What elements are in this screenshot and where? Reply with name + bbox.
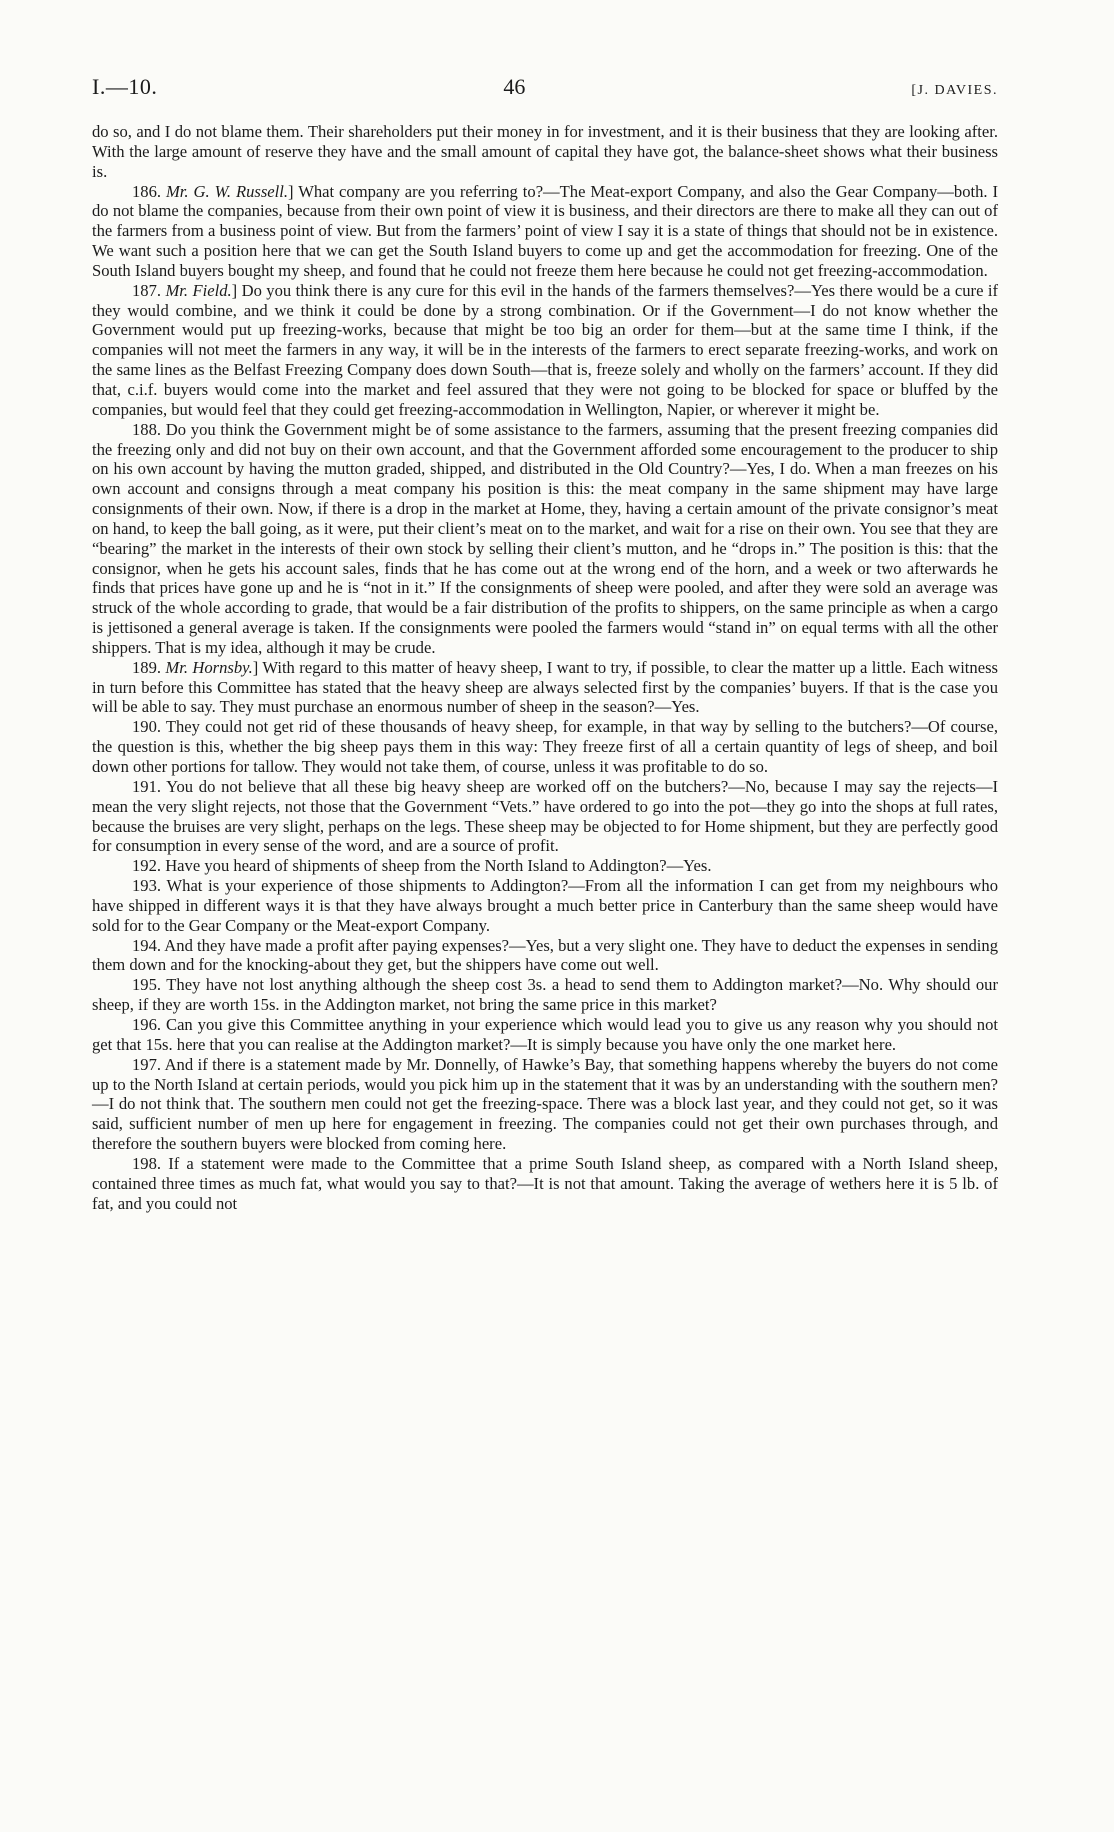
page-header <box>92 74 998 114</box>
paragraph-p187 <box>92 281 998 420</box>
paragraph-p186 <box>92 182 998 281</box>
paragraph-text: ] What company are you referring to?—The Meat-export Company, and also the Gear Company—both. I do not blame the companies, because from their own point of view it is business, and their directors are there to make all they can out of the farmers from a business point of view. But from the farmers’ point of view I say it is a state of things that should not be in existence. We want such a position here that we can get the South Island buyers to come up and get the accommodation for freezing. One of the South Island buyers bought my sheep, and found that he could not freeze them here because he could not get freezing-accommodation. <box>92 181 999 280</box>
question-number: 196. <box>132 1014 166 1034</box>
question-number: 192. <box>132 856 166 876</box>
paragraph-text: And if there is a statement made by Mr. Donnelly, of Hawke’s Bay, that something happens whereby the buyers do not come up to the North Island at certain periods, would you pick him up in the statement that it was by an understanding with the southern men?—I do not think that. The southern men could not get the freezing-space. There was a block last year, and they could not get, so it was said, sufficient number of men up here for engagement in freezing. The companies could not get their own purchases through, and therefore the southern buyers were blocked from coming here. <box>92 1054 999 1154</box>
paragraph-text: If a statement were made to the Committee that a prime South Island sheep, as compared with a North Island sheep, contained three times as much fat, what would you say to that?—It is not that amount. Taking the average of wethers here it is 5 lb. of fat, and you could not <box>92 1153 998 1213</box>
paragraph-text: You do not believe that all these big heavy sheep are worked off on the butchers?—No, because I may say the rejects—I mean the very slight rejects, not those that the Government “Vets.” have ordered to go into the pot—they go into the shops at full rates, because the bruises are very slight, perhaps on the legs. These sheep may be objected to for Home shipment, but they are perfectly good for consumption in every sense of the word, and are a source of profit. <box>92 776 998 856</box>
question-number: 198. <box>132 1153 169 1173</box>
question-number: 197. <box>132 1054 165 1074</box>
paragraph-text: ] With regard to this matter of heavy sheep, I want to try, if possible, to clear the matter up a little. Each witness in turn before this Committee has stated that the heavy sheep are always selected first by the companies’ buyers. If that is the case you will be able to say. They must purchase an enormous number of sheep in the season?—Yes. <box>92 657 998 717</box>
question-number: 187. <box>132 280 166 300</box>
question-number: 189. <box>132 657 166 677</box>
paragraph-text: Do you think the Government might be of some assistance to the farmers, assuming that the present freezing companies did the freezing only and did not buy on their own account, and that the Government afforded some encouragement to the producer to ship on his own account by having the mutton graded, shipped, and distributed in the Old Country?—Yes, I do. When a man freezes on his own account and consigns through a meat company his position is this: the meat company in the same shipment may have large consignments of their own. Now, if there is a drop in the market at Home, they, having a certain amount of the private consignor’s meat on hand, to keep the ball going, as it were, put their client’s meat on to the market, and wait for a rise on their own. You see that they are “bearing” the market in the interests of their own stock by selling their client’s mutton, and he “drops in.” The position is this: that the consignor, when he gets his account sales, finds that he has come out at the wrong end of the horn, and a week or two afterwards he finds that prices have gone up and he is “not in it.” If the consignments of sheep were pooled, and after they were sold an average was struck of the whole according to grade, that would be a fair distribution of the profits to shippers, on the same principle as when a cargo is jettisoned a general average is taken. If the consignments were pooled the farmers would “stand in” on equal terms with all the other shippers. That is my idea, although it may be crude. <box>92 419 999 657</box>
question-number: 190. <box>132 717 166 737</box>
paragraph-text: Have you heard of shipments of sheep from the North Island to Addington?—Yes. <box>165 856 712 876</box>
paragraph-text: do so, and I do not blame them. Their shareholders put their money in for investment, and it is their business that they are looking after. With the large amount of reserve they have and the small amount of capital they have got, the balance-sheet shows what their business is. <box>92 122 998 181</box>
paragraph-text: And they have made a profit after paying expenses?—Yes, but a very slight one. They have to deduct the expenses in sending them down and for the knocking-about they get, but the shippers have come out well. <box>92 935 998 975</box>
question-number: 193. <box>132 876 167 896</box>
question-number: 188. <box>132 419 166 439</box>
question-number: 194. <box>132 935 165 955</box>
page-number: 46 <box>503 74 526 99</box>
speaker-name: Mr. G. W. Russell. <box>165 181 289 201</box>
speaker-name: Mr. Field. <box>165 280 232 300</box>
speaker-name: Mr. Hornsby. <box>165 657 253 677</box>
paragraph-p193 <box>92 876 998 936</box>
paragraph-p195 <box>92 975 998 1015</box>
paragraph-p192 <box>92 856 998 876</box>
paper-reference: I.—10. <box>92 74 158 99</box>
paragraph-p191 <box>92 777 998 856</box>
paragraph-text: ] Do you think there is any cure for this evil in the hands of the farmers themselves?—Yes there would be a cure if they would combine, and we think it could be done by a strong combination. Or if the Government—I do not know whether the Government would put up freezing-works, because that might be too big an order for them—but at the same time I think, if the companies will not meet the farmers in any way, it will be in the interests of the farmers to erect separate freezing-works, and work on the same lines as the Belfast Freezing Company does down South—that is, freeze solely and wholly on the farmers’ account. If they did that, c.i.f. buyers would come into the market and feel assured that they were not going to be blocked for space or bluffed by the companies, but would feel that they could get freezing-accommodation in Wellington, Napier, or wherever it might be. <box>92 280 999 419</box>
paragraph-p0 <box>92 122 998 182</box>
paragraph-p197 <box>92 1055 998 1154</box>
paragraph-text: They have not lost anything although the sheep cost 3s. a head to send them to Addington market?—No. Why should our sheep, if they are worth 15s. in the Addington market, not bring the same price in this market? <box>92 975 998 1015</box>
paragraph-p190 <box>92 717 998 777</box>
paragraph-p188 <box>92 420 998 658</box>
paragraph-p196 <box>92 1015 998 1055</box>
paragraph-text: What is your experience of those shipments to Addington?—From all the information I can get from my neighbours who have shipped in different ways it is that they have always brought a much better price in Canterbury than the same sheep would have sold for to the Gear Company or the Meat-export Company. <box>92 876 998 935</box>
body-text <box>92 122 998 1213</box>
paragraph-text: Can you give this Committee anything in your experience which would lead you to give us any reason why you should not get that 15s. here that you can realise at the Addington market?—It is simply because you have only the one market here. <box>92 1014 999 1054</box>
paragraph-text: They could not get rid of these thousands of heavy sheep, for example, in that way by selling to the butchers?—Of course, the question is this, whether the big sheep pays them in this way: They freeze first of all a certain quantity of legs of sheep, and boil down other portions for tallow. They would not take them, of course, unless it was profitable to do so. <box>92 717 999 776</box>
question-number: 191. <box>132 776 167 796</box>
paragraph-p198 <box>92 1154 998 1214</box>
question-number: 186. <box>132 181 166 201</box>
question-number: 195. <box>132 975 167 995</box>
paragraph-p189 <box>92 658 998 718</box>
witness-name: [J. DAVIES. <box>911 83 998 98</box>
paragraph-p194 <box>92 936 998 976</box>
